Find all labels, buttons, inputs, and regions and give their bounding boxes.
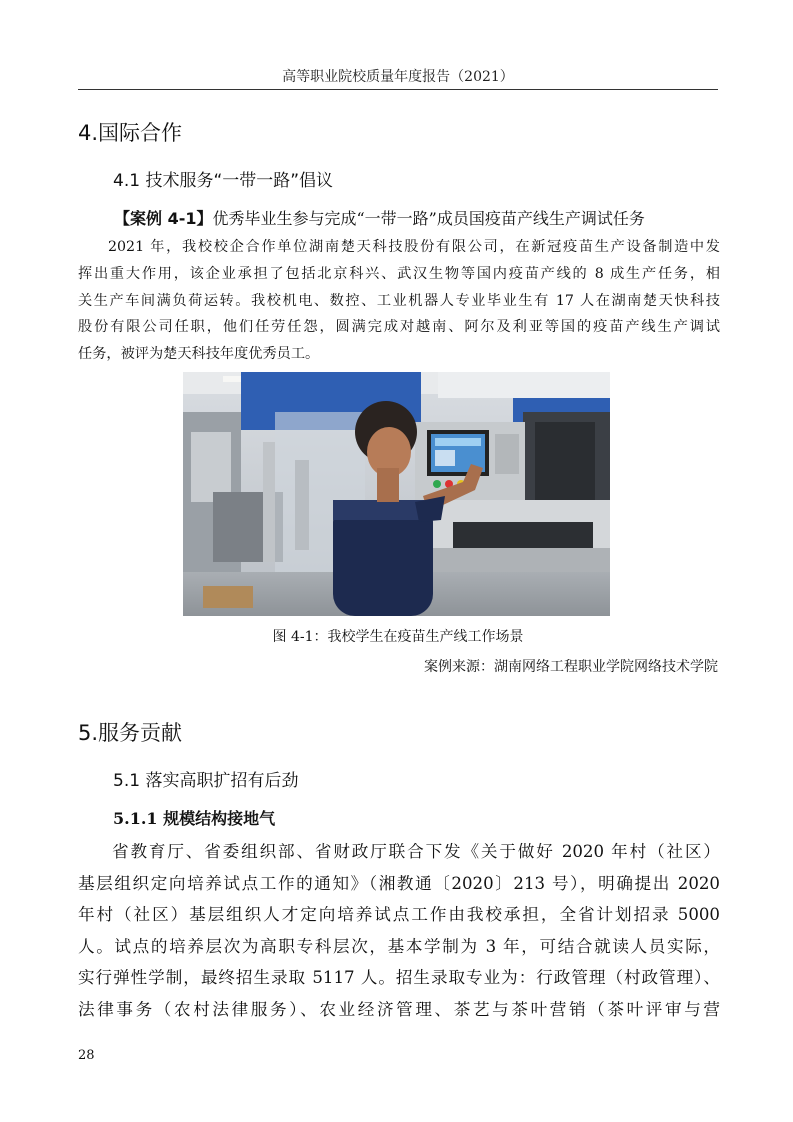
case-source: 案例来源：湖南网络工程职业学院网络技术学院 xyxy=(424,659,718,675)
header-rule xyxy=(78,89,718,90)
subsubsection-heading-5-1-1: 5.1.1 规模结构接地气 xyxy=(113,809,276,828)
body-line: 实行弹性学制，最终招生录取 5117 人。招生录取专业为：行政管理（村政管理）、 xyxy=(78,968,720,987)
case-line: 2021 年，我校校企合作单位湖南楚天科技股份有限公司，在新冠疫苗生产设备制造中发 xyxy=(108,239,720,255)
body-line: 基层组织定向培养试点工作的通知》（湘教通〔2020〕213 号），明确提出 2020 xyxy=(78,873,720,893)
factory-photo xyxy=(183,372,610,616)
figure-caption: 图 4-1：我校学生在疫苗生产线工作场景 xyxy=(272,629,524,645)
running-header: 高等职业院校质量年度报告（2021） xyxy=(282,69,514,85)
case-line: 任务，被评为楚天科技年度优秀员工。 xyxy=(78,346,320,363)
subsection-heading-4-1: 4.1 技术服务“一带一路”倡议 xyxy=(113,171,334,191)
subsection-heading-5-1: 5.1 落实高职扩招有后劲 xyxy=(113,771,299,791)
page-number: 28 xyxy=(78,1048,95,1063)
body-line: 人。试点的培养层次为高职专科层次，基本学制为 3 年，可结合就读人员实际， xyxy=(78,936,720,956)
case-title-text: 优秀毕业生参与完成“一带一路”成员国疫苗产线生产调试任务 xyxy=(212,209,645,228)
case-tag: 【案例 4-1】 xyxy=(114,209,213,228)
case-title xyxy=(114,206,645,229)
body-line: 年村（社区）基层组织人才定向培养试点工作由我校承担，全省计划招录 5000 xyxy=(78,905,720,924)
case-line: 股份有限公司任职，他们任劳任怨，圆满完成对越南、阿尔及利亚等国的疫苗产线生产调试 xyxy=(78,319,720,336)
case-paragraph xyxy=(78,234,720,368)
case-line: 关生产车间满负荷运转。我校机电、数控、工业机器人专业毕业生有 17 人在湖南楚天快科技 xyxy=(78,292,720,309)
body-paragraph xyxy=(78,836,720,1025)
section-heading-4: 4.国际合作 xyxy=(78,121,183,145)
section-heading-5: 5.服务贡献 xyxy=(78,721,183,745)
case-line: 挥出重大作用，该企业承担了包括北京科兴、武汉生物等国内疫苗产线的 8 成生产任务，相 xyxy=(78,265,720,282)
body-line: 法律事务（农村法律服务）、农业经济管理、茶艺与茶叶营销（茶叶评审与营 xyxy=(78,999,720,1019)
body-line: 省教育厅、省委组织部、省财政厅联合下发《关于做好 2020 年村（社区） xyxy=(112,842,720,861)
